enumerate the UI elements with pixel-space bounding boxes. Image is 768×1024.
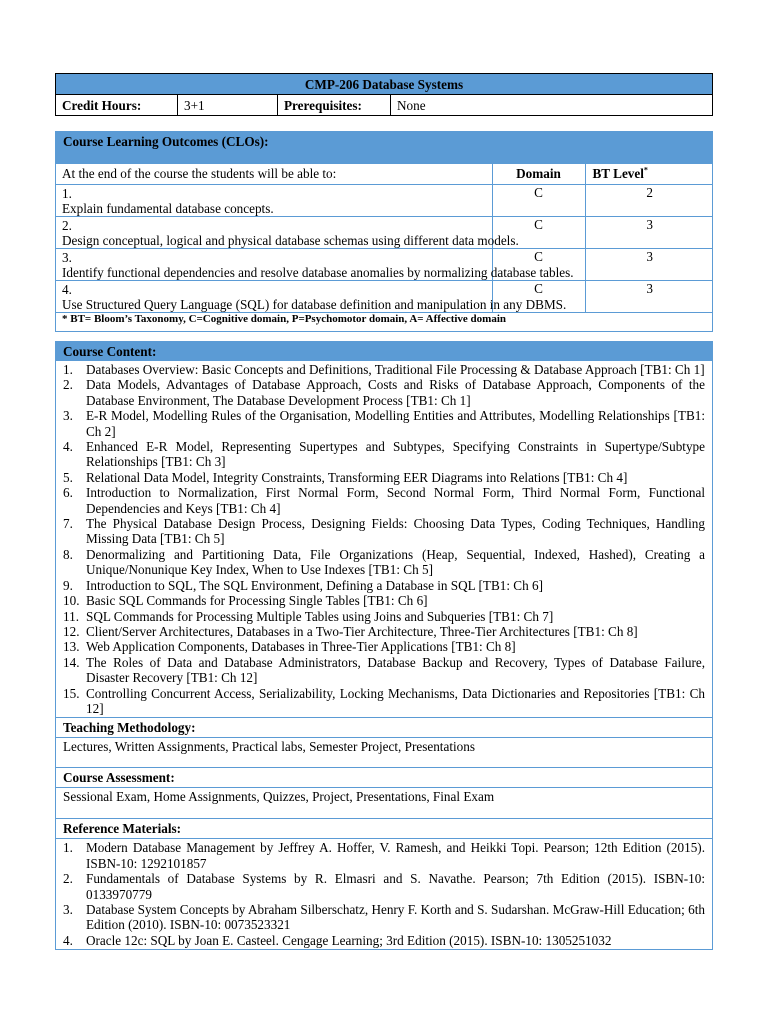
item-number: 14. bbox=[63, 654, 80, 670]
domain-header: Domain bbox=[492, 164, 585, 185]
clo-footnote-row bbox=[56, 313, 712, 332]
item-number: 6. bbox=[63, 485, 73, 501]
item-number: 13. bbox=[63, 639, 80, 655]
clo-text: Design conceptual, logical and physical database schemas using different data models. bbox=[62, 233, 519, 248]
clo-bt-level: 3 bbox=[585, 249, 712, 281]
item-number: 3. bbox=[63, 901, 73, 917]
list-item bbox=[63, 840, 705, 871]
list-item bbox=[63, 578, 705, 593]
item-text: The Physical Database Design Process, Designing Fields: Choosing Data Types, Coding Techniques, Handling Missing Data [TB1: Ch 5] bbox=[86, 516, 705, 547]
course-content-section bbox=[55, 341, 713, 950]
list-item bbox=[63, 609, 705, 624]
list-item bbox=[63, 516, 705, 547]
list-item bbox=[63, 362, 705, 377]
item-text: Database System Concepts by Abraham Silberschatz, Henry F. Korth and S. Sudarshan. McGraw-Hill Education; 6th Edition (2010). ISBN-10: 0073523321 bbox=[86, 901, 705, 933]
item-text: SQL Commands for Processing Multiple Tables using Joins and Subqueries [TB1: Ch 7] bbox=[86, 608, 554, 624]
item-text: Modern Database Management by Jeffrey A. Hoffer, V. Ramesh, and Heikki Topi. Pearson; 12th Edition (2015). ISBN-10: 1292101857 bbox=[86, 840, 705, 871]
item-text: Client/Server Architectures, Databases in a Two-Tier Architecture, Three-Tier Architectures [TB1: Ch 8] bbox=[86, 623, 638, 639]
teaching-methodology-heading: Teaching Methodology: bbox=[56, 717, 712, 737]
clo-footnote: * BT= Bloom’s Taxonomy, C=Cognitive domain, P=Psychomotor domain, A= Affective domain bbox=[56, 313, 712, 332]
clo-bt-level: 3 bbox=[585, 217, 712, 249]
clo-row bbox=[56, 249, 712, 281]
item-number: 10. bbox=[63, 593, 80, 609]
credit-hours-value: 3+1 bbox=[178, 95, 278, 116]
list-item bbox=[63, 902, 705, 933]
prerequisites-value: None bbox=[391, 95, 713, 116]
item-text: Data Models, Advantages of Database Approach, Costs and Risks of Database Approach, Components of the Database Environment, The Database Development Process [TB1: Ch 1] bbox=[86, 377, 705, 408]
prerequisites-label: Prerequisites: bbox=[278, 95, 391, 116]
item-number: 15. bbox=[63, 685, 80, 701]
clo-row bbox=[56, 217, 712, 249]
item-number: 1. bbox=[63, 362, 73, 377]
bt-level-header-text: BT Level bbox=[592, 166, 644, 181]
item-number: 4. bbox=[63, 932, 73, 948]
list-item bbox=[63, 439, 705, 470]
list-item bbox=[63, 470, 705, 485]
clo-section bbox=[55, 131, 713, 332]
item-number: 9. bbox=[63, 577, 73, 593]
list-item bbox=[63, 547, 705, 578]
list-item bbox=[63, 871, 705, 902]
clo-number: 2. bbox=[62, 218, 72, 233]
item-text: Introduction to SQL, The SQL Environment, Defining a Database in SQL [TB1: Ch 6] bbox=[86, 577, 543, 593]
item-text: Databases Overview: Basic Concepts and Definitions, Traditional File Processing & Database Approach [TB1: Ch 1] bbox=[86, 362, 705, 377]
clo-bt-level: 2 bbox=[585, 185, 712, 217]
clo-bt-level: 3 bbox=[585, 281, 712, 313]
course-assessment-text: Sessional Exam, Home Assignments, Quizzes, Project, Presentations, Final Exam bbox=[56, 787, 712, 818]
item-text: E-R Model, Modelling Rules of the Organisation, Modelling Entities and Attributes, Modelling Relationships [TB1: Ch 2] bbox=[86, 408, 705, 439]
clo-row bbox=[56, 281, 712, 313]
list-item bbox=[63, 408, 705, 439]
clo-number: 1. bbox=[62, 186, 72, 201]
item-number: 1. bbox=[63, 840, 73, 856]
clo-number: 4. bbox=[62, 282, 72, 297]
clo-intro-text: At the end of the course the students will be able to: bbox=[56, 164, 492, 185]
reference-materials-list bbox=[56, 838, 712, 949]
item-number: 4. bbox=[63, 439, 73, 455]
item-text: The Roles of Data and Database Administrators, Database Backup and Recovery, Types of Database Failure, Disaster Recovery [TB1: Ch 12] bbox=[86, 654, 705, 686]
clo-text: Use Structured Query Language (SQL) for database definition and manipulation in any DBMS. bbox=[62, 297, 567, 312]
clo-domain: C bbox=[492, 185, 585, 217]
item-text: Controlling Concurrent Access, Serializability, Locking Mechanisms, Data Dictionaries and Repositories [TB1: Ch 12] bbox=[86, 685, 705, 716]
list-item bbox=[63, 933, 705, 948]
bt-footnote-marker: * bbox=[643, 165, 648, 175]
item-text: Fundamentals of Database Systems by R. Elmasri and S. Navathe. Pearson; 7th Edition (2015). ISBN-10: 0133970779 bbox=[86, 871, 705, 902]
clo-domain: C bbox=[492, 217, 585, 249]
clo-intro-row bbox=[56, 164, 712, 185]
course-content-heading: Course Content: bbox=[56, 342, 712, 361]
item-text: Enhanced E-R Model, Representing Supertypes and Subtypes, Specifying Constraints in Supertype/Subtype Relationships [TB1: Ch 3] bbox=[86, 439, 705, 470]
item-text: Relational Data Model, Integrity Constraints, Transforming EER Diagrams into Relations [TB1: Ch 4] bbox=[86, 469, 628, 485]
list-item bbox=[63, 655, 705, 686]
reference-materials-heading: Reference Materials: bbox=[56, 818, 712, 838]
course-title: CMP-206 Database Systems bbox=[56, 74, 713, 95]
list-item bbox=[63, 485, 705, 516]
item-text: Denormalizing and Partitioning Data, File Organizations (Heap, Sequential, Indexed, Hashed), Creating a Unique/Nonunique Key Index, When to Use Indexes [TB1: Ch 5] bbox=[86, 546, 705, 578]
clo-text: Identify functional dependencies and resolve database anomalies by normalizing database tables. bbox=[62, 265, 574, 280]
clo-number: 3. bbox=[62, 250, 72, 265]
item-number: 5. bbox=[63, 469, 73, 485]
item-number: 3. bbox=[63, 408, 73, 424]
item-number: 7. bbox=[63, 516, 73, 532]
bt-level-header bbox=[585, 164, 712, 185]
course-assessment-heading: Course Assessment: bbox=[56, 767, 712, 787]
clo-text: Explain fundamental database concepts. bbox=[62, 201, 274, 216]
item-number: 12. bbox=[63, 623, 80, 639]
clo-domain: C bbox=[492, 281, 585, 313]
list-item bbox=[63, 593, 705, 608]
clo-domain: C bbox=[492, 249, 585, 281]
item-text: Web Application Components, Databases in Three-Tier Applications [TB1: Ch 8] bbox=[86, 639, 516, 655]
item-number: 8. bbox=[63, 546, 73, 562]
list-item bbox=[63, 377, 705, 408]
item-text: Basic SQL Commands for Processing Single Tables [TB1: Ch 6] bbox=[86, 593, 428, 609]
clo-heading: Course Learning Outcomes (CLOs): bbox=[56, 132, 712, 163]
list-item bbox=[63, 686, 705, 717]
item-text: Oracle 12c: SQL by Joan E. Casteel. Cengage Learning; 3rd Edition (2015). ISBN-10: 1305251032 bbox=[86, 932, 612, 948]
clo-row bbox=[56, 185, 712, 217]
course-content-list bbox=[56, 361, 712, 717]
item-number: 2. bbox=[63, 871, 73, 887]
list-item bbox=[63, 639, 705, 654]
item-number: 11. bbox=[63, 608, 79, 624]
clo-table bbox=[56, 163, 712, 331]
teaching-methodology-text: Lectures, Written Assignments, Practical labs, Semester Project, Presentations bbox=[56, 737, 712, 767]
course-header-table bbox=[55, 73, 713, 116]
item-number: 2. bbox=[63, 377, 73, 393]
credit-hours-label: Credit Hours: bbox=[56, 95, 178, 116]
item-text: Introduction to Normalization, First Normal Form, Second Normal Form, Third Normal Form, Functional Dependencies and Keys [TB1: Ch 4] bbox=[86, 485, 705, 516]
list-item bbox=[63, 624, 705, 639]
